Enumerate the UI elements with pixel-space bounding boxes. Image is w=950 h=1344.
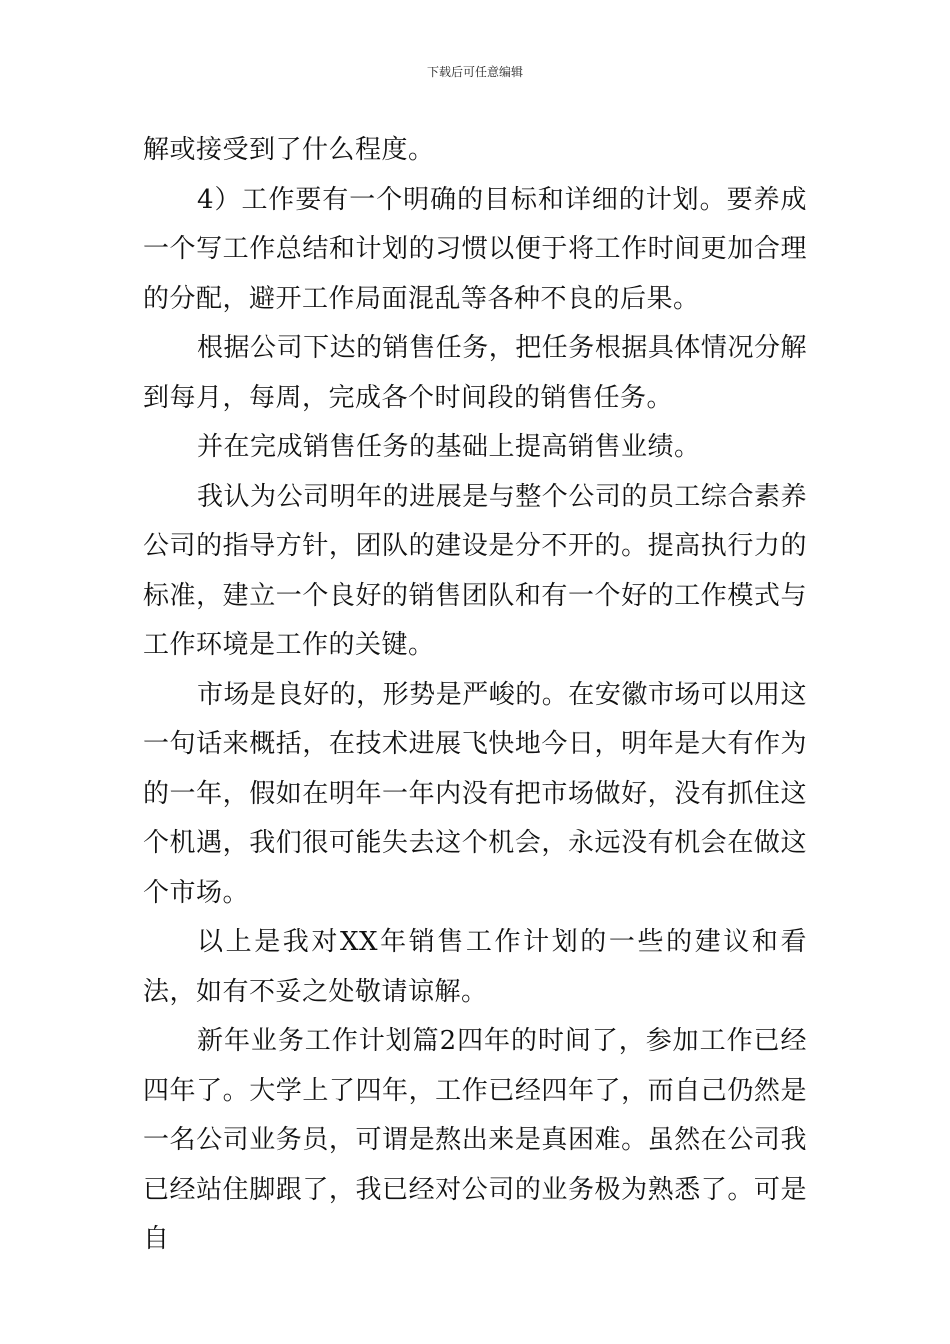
page-header: 下载后可任意编辑	[426, 65, 523, 79]
paragraph-6: 市场是良好的，形势是严峻的。在安徽市场可以用这一句话来概括，在技术进展飞快地今日，明年是大有作为的一年，假如在明年一年内没有把市场做好，没有抓住这个机遇，我们很可能失去这个机会，永远没有机会在做这个市场。	[143, 679, 807, 908]
paragraph-1: 解或接受到了什么程度。	[143, 135, 435, 165]
paragraph-4: 并在完成销售任务的基础上提高销售业绩。	[197, 432, 701, 462]
paragraph-7: 以上是我对XX年销售工作计划的一些的建议和看法，如有不妥之处敬请谅解。	[143, 927, 807, 1007]
document-body	[143, 126, 807, 1265]
paragraph-3: 根据公司下达的销售任务，把任务根据具体情况分解到每月，每周，完成各个时间段的销售任务。	[143, 333, 807, 413]
paragraph-8: 新年业务工作计划篇2四年的时间了，参加工作已经四年了。大学上了四年，工作已经四年了，而自己仍然是一名公司业务员，可谓是熬出来是真困难。虽然在公司我已经站住脚跟了，我已经对公司的业务极为熟悉了。可是自	[143, 1026, 807, 1254]
paragraph-2: 4）工作要有一个明确的目标和详细的计划。要养成一个写工作总结和计划的习惯以便于将工作时间更加合理的分配，避开工作局面混乱等各种不良的后果。	[143, 184, 807, 314]
paragraph-5: 我认为公司明年的进展是与整个公司的员工综合素养公司的指导方针，团队的建设是分不开的。提高执行力的标准，建立一个良好的销售团队和有一个好的工作模式与工作环境是工作的关键。	[143, 481, 807, 660]
